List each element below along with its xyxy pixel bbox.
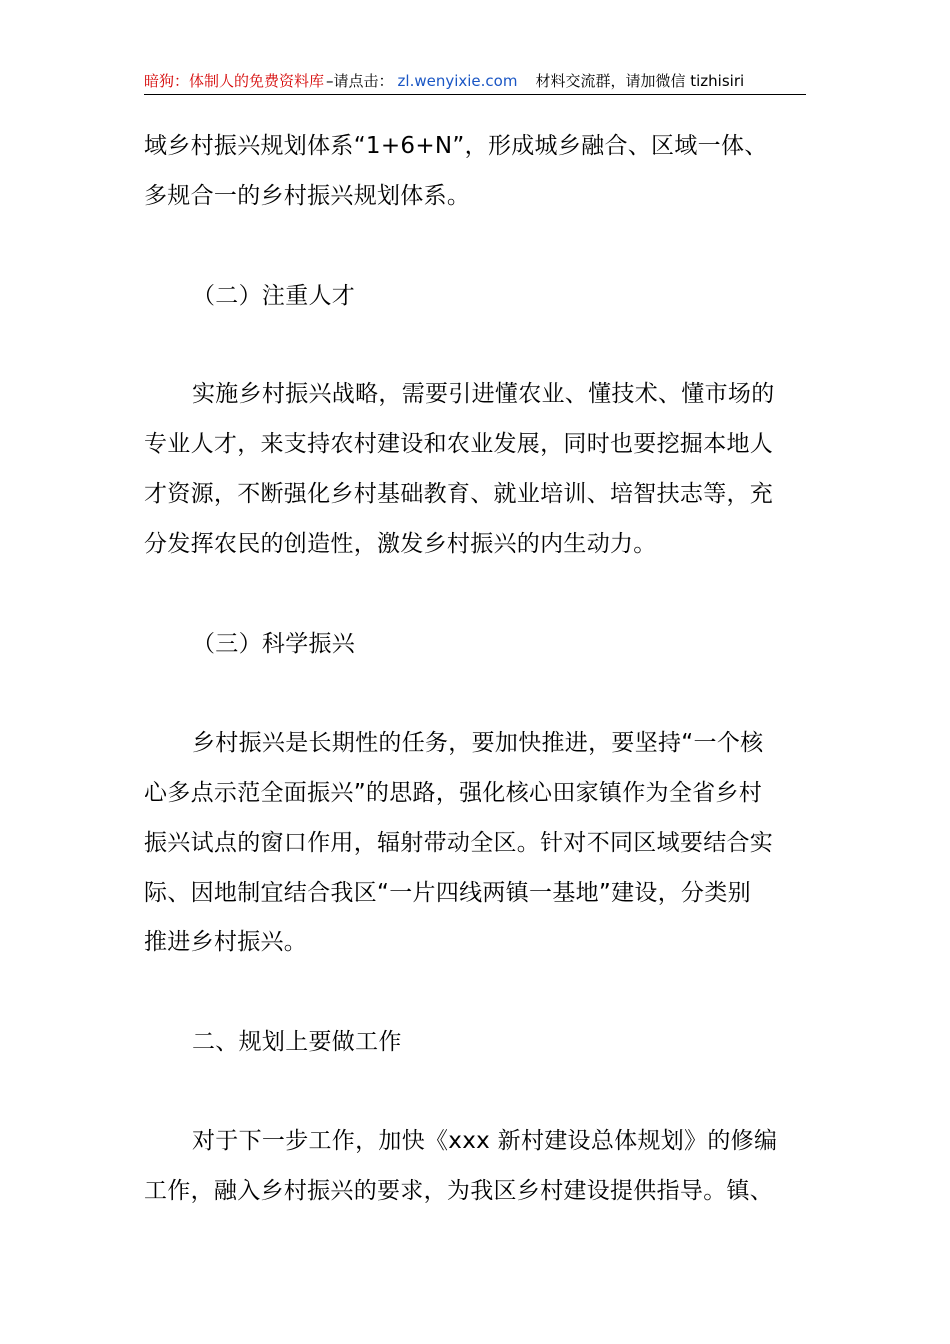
page-header [144, 70, 806, 95]
header-click-prompt: –请点击： [326, 72, 394, 90]
header-source: 暗狗：体制人的免费资料库 [144, 72, 325, 90]
paragraph-line: 对于下一步工作，加快《xxx 新村建设总体规划》的修编 [192, 1128, 778, 1154]
header-group-note: 材料交流群，请加微信 tizhisiri [535, 72, 745, 90]
paragraph-line: 实施乡村振兴战略，需要引进懂农业、懂技术、懂市场的 [192, 381, 775, 407]
paragraph-line: 心多点示范全面振兴”的思路，强化核心田家镇作为全省乡村 [144, 780, 763, 806]
section-heading-planning: 二、规划上要做工作 [192, 1029, 402, 1055]
paragraph-line: 分发挥农民的创造性，激发乡村振兴的内生动力。 [144, 531, 657, 557]
subheading-talent: （二）注重人才 [192, 283, 356, 309]
paragraph-line: 工作，融入乡村振兴的要求，为我区乡村建设提供指导。镇、 [144, 1178, 774, 1204]
header-link[interactable]: zl.wenyixie.com [397, 72, 518, 90]
paragraph-line: 乡村振兴是长期性的任务，要加快推进，要坚持“一个核 [192, 730, 764, 756]
paragraph-line: 振兴试点的窗口作用，辐射带动全区。针对不同区域要结合实 [144, 830, 774, 856]
paragraph-line: 才资源，不断强化乡村基础教育、就业培训、培智扶志等，充 [144, 481, 774, 507]
paragraph-line: 推进乡村振兴。 [144, 929, 308, 955]
paragraph-line: 际、因地制宜结合我区“一片四线两镇一基地”建设，分类别 [144, 880, 751, 906]
subheading-science: （三）科学振兴 [192, 631, 356, 657]
paragraph-line: 多规合一的乡村振兴规划体系。 [144, 183, 471, 209]
paragraph-line: 域乡村振兴规划体系“1+6+N”，形成城乡融合、区域一体、 [144, 133, 768, 159]
paragraph-line: 专业人才，来支持农村建设和农业发展，同时也要挖掘本地人 [144, 431, 774, 457]
